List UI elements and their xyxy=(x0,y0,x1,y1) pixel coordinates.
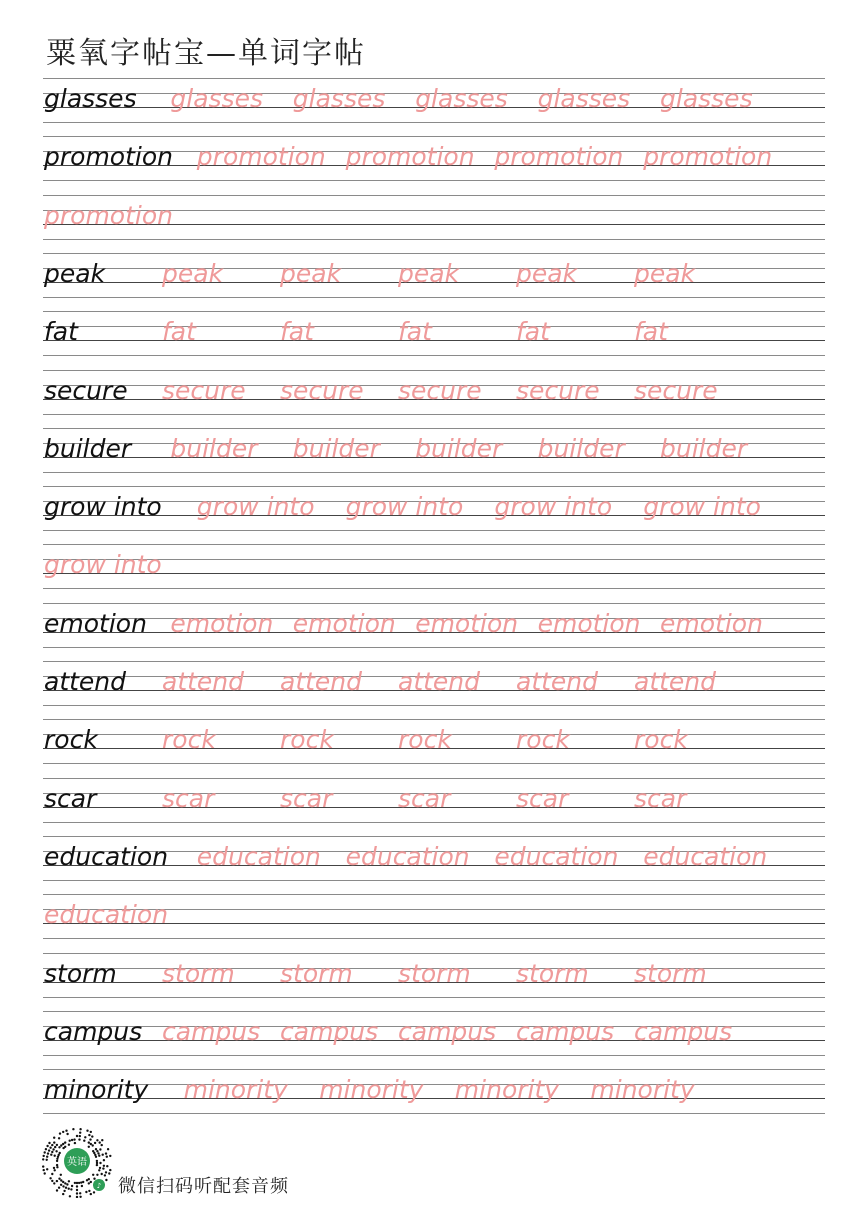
model-word: fat xyxy=(44,317,78,347)
trace-word: promotion xyxy=(494,142,624,172)
trace-word: secure xyxy=(280,375,364,405)
qr-badge-label: 英语 xyxy=(67,1157,87,1168)
trace-word: scar xyxy=(280,783,333,813)
trace-word: glasses xyxy=(537,84,631,113)
ruled-line xyxy=(43,472,825,473)
model-word: storm xyxy=(44,958,117,988)
trace-word: promotion xyxy=(643,142,773,172)
ruled-line xyxy=(43,894,825,895)
ruled-line xyxy=(43,122,825,123)
ruled-line xyxy=(43,705,825,706)
model-word: promotion xyxy=(44,142,173,172)
ruled-line xyxy=(43,370,825,371)
ruled-line xyxy=(43,1069,825,1070)
trace-word: glasses xyxy=(292,84,386,113)
trace-word: grow into xyxy=(494,492,613,522)
trace-word: builder xyxy=(415,433,503,463)
trace-word: campus xyxy=(634,1016,733,1046)
model-word: education xyxy=(44,841,169,871)
model-word: campus xyxy=(44,1016,143,1046)
ruled-line xyxy=(43,938,825,939)
trace-word: peak xyxy=(516,258,578,288)
qr-code-icon[interactable] xyxy=(42,1128,112,1198)
trace-word: rock xyxy=(280,725,334,755)
trace-word: emotion xyxy=(660,608,763,638)
ruled-line xyxy=(43,326,825,327)
trace-word: promotion xyxy=(345,142,475,172)
trace-word: builder xyxy=(537,433,625,463)
trace-word: peak xyxy=(634,258,696,288)
ruled-line xyxy=(43,253,825,254)
trace-word: emotion xyxy=(170,608,274,638)
trace-word: minority xyxy=(319,1075,424,1105)
page-title: 粟氧字帖宝—单词字帖 xyxy=(46,36,366,71)
model-word: grow into xyxy=(44,492,162,522)
trace-word: builder xyxy=(660,433,748,463)
trace-word: builder xyxy=(170,433,258,463)
ruled-line xyxy=(43,778,825,779)
ruled-line xyxy=(43,136,825,137)
trace-word: fat xyxy=(398,317,432,347)
model-word: secure xyxy=(44,375,128,405)
ruled-line xyxy=(43,953,825,954)
scan-instruction: 微信扫码听配套音频 xyxy=(118,1176,289,1197)
trace-word: minority xyxy=(454,1075,560,1105)
trace-word: education xyxy=(494,841,619,871)
ruled-line xyxy=(43,822,825,823)
trace-word: glasses xyxy=(415,84,508,113)
ruled-line xyxy=(43,530,825,531)
ruled-line xyxy=(43,647,825,648)
trace-word: grow into xyxy=(643,492,761,522)
trace-word: emotion xyxy=(537,608,641,638)
trace-word: education xyxy=(643,841,768,871)
trace-word: grow into xyxy=(345,492,464,522)
trace-word: attend xyxy=(634,667,717,696)
ruled-line xyxy=(43,588,825,589)
ruled-line xyxy=(43,414,825,415)
trace-word: attend xyxy=(280,667,363,696)
trace-word: campus xyxy=(162,1016,261,1046)
trace-word: storm xyxy=(398,958,471,988)
trace-word: scar xyxy=(398,783,451,813)
trace-word: education xyxy=(345,841,470,871)
model-word: rock xyxy=(44,725,98,755)
ruled-line xyxy=(43,719,825,720)
trace-word: campus xyxy=(516,1016,615,1046)
svg-text:♪: ♪ xyxy=(96,1182,102,1190)
ruled-line xyxy=(43,1113,825,1114)
model-word: peak xyxy=(44,258,106,288)
ruled-line xyxy=(43,355,825,356)
trace-word: storm xyxy=(280,958,353,988)
trace-word: minority xyxy=(183,1075,288,1105)
trace-word: rock xyxy=(516,725,570,755)
ruled-line xyxy=(43,880,825,881)
ruled-line xyxy=(43,544,825,545)
ruled-line xyxy=(43,195,825,196)
trace-word: promotion xyxy=(196,142,326,172)
ruled-line xyxy=(43,603,825,604)
ruled-line xyxy=(43,340,825,341)
trace-word: grow into xyxy=(196,492,315,522)
trace-word: secure xyxy=(634,375,718,405)
trace-word: attend xyxy=(398,667,481,696)
trace-word: glasses xyxy=(170,84,263,113)
ruled-line xyxy=(43,1098,825,1099)
trace-word: education xyxy=(196,841,321,871)
trace-word: glasses xyxy=(660,84,753,113)
trace-word: attend xyxy=(516,667,599,696)
trace-word: builder xyxy=(292,433,380,463)
trace-word: storm xyxy=(634,958,707,988)
model-word: minority xyxy=(44,1075,149,1105)
ruled-line xyxy=(43,1011,825,1012)
ruled-line xyxy=(43,763,825,764)
trace-word: rock xyxy=(398,725,452,755)
ruled-line xyxy=(43,1055,825,1056)
model-word: scar xyxy=(44,783,97,813)
trace-word: campus xyxy=(398,1016,497,1046)
ruled-line xyxy=(43,997,825,998)
ruled-line xyxy=(43,180,825,181)
trace-word: peak xyxy=(398,258,460,288)
ruled-line xyxy=(43,1084,825,1085)
trace-word: attend xyxy=(162,667,245,696)
trace-word: emotion xyxy=(415,608,519,638)
trace-word: fat xyxy=(280,317,314,347)
trace-word: rock xyxy=(162,725,216,755)
trace-word: scar xyxy=(634,783,687,813)
ruled-line xyxy=(43,428,825,429)
model-word: builder xyxy=(44,433,132,463)
trace-word: secure xyxy=(162,375,246,405)
ruled-line xyxy=(43,239,825,240)
trace-word: peak xyxy=(280,258,342,288)
trace-word: storm xyxy=(162,958,235,988)
trace-word: campus xyxy=(280,1016,379,1046)
trace-word: promotion xyxy=(44,200,173,230)
trace-word: rock xyxy=(634,725,688,755)
trace-word: storm xyxy=(516,958,589,988)
ruled-line xyxy=(43,486,825,487)
trace-word: secure xyxy=(516,375,600,405)
trace-word: minority xyxy=(590,1075,695,1105)
model-word: attend xyxy=(44,667,127,696)
trace-word: secure xyxy=(398,375,482,405)
ruled-line xyxy=(43,297,825,298)
model-word: emotion xyxy=(44,608,147,638)
ruled-line xyxy=(43,836,825,837)
trace-word: fat xyxy=(162,317,196,347)
trace-word: fat xyxy=(634,317,668,347)
trace-word: fat xyxy=(516,317,550,347)
trace-word: grow into xyxy=(44,550,162,580)
trace-word: scar xyxy=(162,783,215,813)
trace-word: peak xyxy=(162,258,224,288)
trace-word: emotion xyxy=(292,608,396,638)
ruled-line xyxy=(43,78,825,79)
trace-word: education xyxy=(44,900,169,930)
model-word: glasses xyxy=(44,84,137,113)
trace-word: scar xyxy=(516,783,569,813)
ruled-line xyxy=(43,661,825,662)
ruled-line xyxy=(43,311,825,312)
